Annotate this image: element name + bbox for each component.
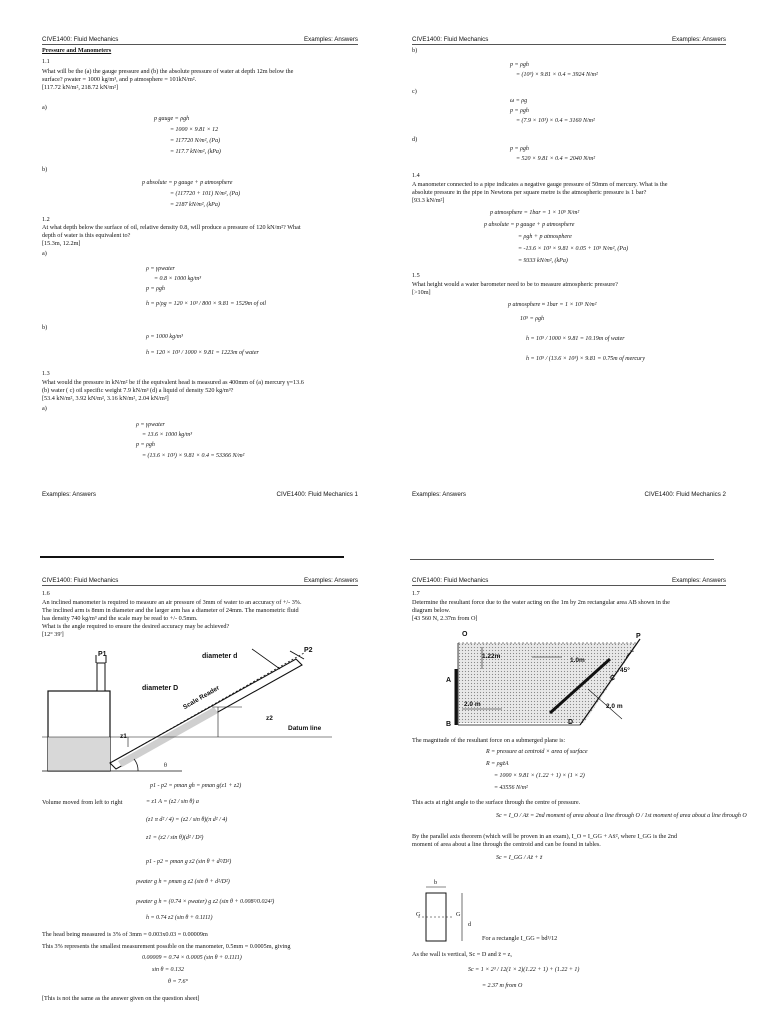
- header-right: Examples: Answers: [672, 577, 726, 584]
- fig-label-theta: θ: [164, 763, 167, 769]
- fig-label-P: P: [636, 633, 641, 640]
- footer-left: Examples: Answers: [42, 491, 96, 498]
- part-label: a): [42, 104, 47, 111]
- question-answer: [>10m]: [412, 289, 431, 296]
- question-text: Determine the resultant force due to the water acting on the 1m by 2m rectangular area AB shown in the: [412, 599, 670, 606]
- equation: h = 120 × 10³ / 1000 × 9.81 = 1223m of water: [146, 350, 259, 356]
- page-separator: [410, 559, 714, 560]
- fig-label-depth: 1.22m: [482, 653, 501, 660]
- part-label: b): [42, 324, 48, 331]
- equation: h = 10⁵ / (13.6 × 10³) × 9.81 = 0.75m of mercury: [526, 356, 646, 362]
- equation: p gauge = ρgh: [154, 116, 190, 122]
- equation: = 13.6 × 1000 kg/m³: [142, 432, 193, 438]
- equation: = 9333 kN/m², (kPa): [518, 258, 568, 264]
- question-text: diagram below.: [412, 607, 451, 614]
- question-number: 1.4: [412, 172, 420, 179]
- fig-label-p1: P1: [98, 651, 107, 658]
- fig-label-45: 45°: [620, 667, 630, 674]
- part-label: b): [412, 47, 418, 54]
- equation: p absolute = p gauge + p atmosphere: [484, 222, 575, 228]
- equation: Sc = 1 × 2³ / 12(1 × 2)(1.22 + 1) + (1.22 + 1): [468, 967, 580, 973]
- equation: p = ρgh: [510, 146, 529, 152]
- equation: h = 10⁵ / 1000 × 9.81 = 10.19m of water: [526, 336, 625, 342]
- body-text: As the wall is vertical, Sc = D and z̄ = z,: [412, 951, 512, 958]
- equation: 10⁵ = ρgh: [520, 316, 545, 322]
- page-separator: [40, 556, 344, 558]
- equation: = 1000 × 9.81 × 12: [170, 127, 219, 133]
- equation: θ = 7.6°: [168, 979, 188, 985]
- part-label: d): [412, 136, 418, 143]
- equation: = 43556 N/m²: [494, 785, 528, 791]
- footer-right: CIVE1400: Fluid Mechanics 1: [276, 491, 358, 498]
- body-text: This 3% represents the smallest measurement possible on the manometer, 0.5mm = 0.0005m, giving: [42, 943, 291, 950]
- fig-label-diameter-d: diameter d: [202, 653, 238, 660]
- fig-label-D: D: [568, 719, 574, 726]
- fig-label-B: B: [446, 721, 452, 728]
- question-number: 1.1: [42, 58, 50, 65]
- question-answer: [117.72 kN/m², 218.72 kN/m²]: [42, 84, 119, 91]
- header-left: CIVE1400: Fluid Mechanics: [412, 36, 489, 43]
- header-right: Examples: Answers: [304, 577, 358, 584]
- question-text: At what depth below the surface of oil, relative density 0.8, will produce a pressure of 120 kN/m²? What: [42, 224, 301, 231]
- equation: sin θ = 0.132: [152, 967, 184, 973]
- equation: p = ρgh: [510, 62, 529, 68]
- question-number: 1.6: [42, 590, 50, 597]
- equation: = (13.6 × 10³) × 9.81 × 0.4 = 53366 N/m²: [142, 453, 245, 459]
- header-right: Examples: Answers: [672, 36, 726, 43]
- equation: p = ρgh: [146, 286, 165, 292]
- equation: = -13.6 × 10³ × 9.81 × 0.05 + 10⁵ N/m², (Pa): [518, 246, 629, 252]
- page-footer: [42, 491, 358, 498]
- question-text: What is the angle required to ensure the desired accuracy may be achieved?: [42, 623, 230, 630]
- page-header: [42, 577, 358, 586]
- body-text: [This is not the same as the answer given on the question sheet]: [42, 995, 200, 1002]
- question-text: has density 740 kg/m³ and the scale may be read to +/- 0.5mm.: [42, 615, 198, 622]
- question-answer: [93.3 kN/m²]: [412, 197, 445, 204]
- page-2: [412, 36, 726, 498]
- fig-label-C: C: [610, 675, 616, 682]
- fig-label-diameter-D: diameter D: [142, 685, 179, 692]
- equation: = z1 A = (z2 / sin θ) a: [146, 799, 199, 805]
- equation: = 520 × 9.81 × 0.4 = 2040 N/m²: [516, 156, 595, 162]
- equation: ρ = γρwater: [146, 266, 175, 272]
- fig2-label-G: G: [456, 911, 461, 918]
- fig-label-2m-cd: 2.0 m: [606, 703, 623, 710]
- question-answer: [43 560 N, 2.37m from O]: [412, 615, 478, 622]
- fig2-label-b: b: [434, 879, 438, 886]
- body-text: The magnitude of the resultant force on a submerged plane is:: [412, 737, 566, 744]
- question-number: 1.2: [42, 216, 50, 223]
- part-label: a): [42, 405, 47, 412]
- fig2-label-G: G: [416, 911, 421, 918]
- equation: p atmosphere = 1bar = 1 × 10⁵ N/m²: [490, 210, 580, 216]
- equation: = ρgh + p atmosphere: [518, 234, 572, 240]
- page-header: [412, 577, 726, 586]
- equation: p atmosphere ≈ 1bar = 1 × 10⁵ N/m²: [508, 302, 597, 308]
- equation: (z1 π d² / 4) = (z2 / sin θ)(π d² / 4): [146, 817, 228, 823]
- fig-label-z1: z1: [120, 733, 127, 740]
- equation: R = ρgz̄A: [486, 761, 509, 767]
- equation: = 1000 × 9.81 × (1.22 + 1) × (1 × 2): [494, 773, 585, 779]
- question-answer: [15.3m, 12.2m]: [42, 240, 81, 247]
- question-answer: [12° 39']: [42, 631, 64, 638]
- fig-label-datum-line: Datum line: [288, 725, 322, 732]
- equation: h = p/ρg = 120 × 10³ / 800 × 9.81 = 1529m of oil: [146, 301, 267, 307]
- question-text: What will be the (a) the gauge pressure and (b) the absolute pressure of water at depth 12m below the: [42, 68, 294, 75]
- part-label: c): [412, 88, 417, 95]
- fig-label-scale-reader: Scale Reader: [182, 684, 221, 712]
- header-right: Examples: Answers: [304, 36, 358, 43]
- equation: = 2.37 m from O: [482, 983, 523, 989]
- question-number: 1.7: [412, 590, 420, 597]
- fig2-caption: For a rectangle I_GG = bd³/12: [482, 935, 558, 942]
- equation: ω = ρg: [510, 98, 528, 104]
- header-left: CIVE1400: Fluid Mechanics: [42, 36, 119, 43]
- inclined-manometer-diagram: [42, 643, 358, 775]
- equation: Sc = I_GG / Az̄ + z̄: [496, 855, 543, 861]
- equation: p absolute = p gauge + p atmosphere: [142, 180, 233, 186]
- page-4: [412, 577, 747, 1024]
- question-text: The inclined arm is 8mm in diameter and the larger arm has a diameter of 24mm. The manometric fluid: [42, 607, 299, 614]
- body-text: Volume moved from left to right: [42, 799, 123, 806]
- fig-label-z2: z2: [266, 715, 273, 722]
- page-header: [42, 36, 358, 45]
- body-text: This acts at right angle to the surface through the centre of pressure.: [412, 799, 581, 806]
- page-footer: [412, 491, 726, 498]
- fig-label-1m: 1.0m: [570, 657, 585, 664]
- question-text: An inclined manometer is required to measure an air pressure of 3mm of water to an accuracy of +/- 3%.: [42, 599, 302, 606]
- equation: Sc = I_O / Az̄ = 2nd moment of area about a line through O / 1st moment of area about a line through O: [496, 813, 747, 819]
- equation: ρ = γρwater: [136, 422, 165, 428]
- equation: = 2187 kN/m², (kPa): [170, 202, 220, 208]
- equation: p1 - p2 = ρman gh = ρman g(z1 + z2): [150, 783, 242, 789]
- question-answer: [53.4 kN/m², 3.92 kN/m², 3.16 kN/m², 2.04 kN/m²]: [42, 395, 169, 402]
- header-left: CIVE1400: Fluid Mechanics: [412, 577, 489, 584]
- question-text: absolute pressure in the pipe in Newtons per square metre is the atmospheric pressure is 1 bar?: [412, 189, 647, 196]
- fig2-label-d: d: [468, 921, 472, 928]
- equation: 0.00009 = 0.74 × 0.0005 (sin θ + 0.1111): [142, 955, 242, 961]
- question-number: 1.5: [412, 272, 420, 279]
- part-label: b): [42, 166, 48, 173]
- footer-right: CIVE1400: Fluid Mechanics 2: [644, 491, 726, 498]
- page-3: [42, 577, 358, 1024]
- question-text: surface? ρwater = 1000 kg/m³, and p atmosphere = 101kN/m².: [42, 76, 197, 83]
- question-text: depth of water is this equivalent to?: [42, 232, 131, 239]
- section-title: Pressure and Manometers: [42, 47, 112, 54]
- equation: R = pressure at centroid × area of surface: [486, 749, 588, 755]
- equation: = 0.8 × 1000 kg/m³: [154, 276, 202, 282]
- fig-label-A: A: [446, 677, 452, 684]
- page-1: [42, 36, 358, 498]
- equation: = (7.9 × 10³) × 0.4 = 3160 N/m²: [516, 118, 595, 124]
- footer-left: Examples: Answers: [412, 491, 466, 498]
- equation: ρwater g h = (0.74 × ρwater) g z2 (sin θ + 0.008²/0.024²): [136, 899, 275, 905]
- question-text: (b) water ( c) oil specific weight 7.9 kN/m³ (d) a liquid of density 520 kg/m³?: [42, 387, 234, 394]
- equation: p = ρgh: [136, 442, 155, 448]
- question-text: What would the pressure in kN/m² be if the equivalent head is measured as 400mm of (a) mercury γ=13.6: [42, 379, 304, 386]
- question-text: What height would a water barometer need to be to measure atmospheric pressure?: [412, 281, 618, 288]
- body-text: By the parallel axis theorem (which will be proven in an exam), I_O = I_GG + Ax̄², where I_GG is the 2nd: [412, 833, 678, 840]
- fig-label-2m-ab: 2.0 m: [464, 701, 481, 708]
- fig-label-O: O: [462, 631, 468, 638]
- equation: h = 0.74 z2 (sin θ + 0.1111): [146, 915, 213, 921]
- header-left: CIVE1400: Fluid Mechanics: [42, 577, 119, 584]
- equation: p = ρgh: [510, 108, 529, 114]
- equation: = (117720 + 101) N/m², (Pa): [170, 191, 241, 197]
- equation: z1 = (z2 / sin θ)(d² / D²): [146, 835, 204, 841]
- equation: ρwater g h = ρman g z2 (sin θ + d²/D²): [136, 879, 230, 885]
- page-header: [412, 36, 726, 45]
- equation: ρ = 1000 kg/m³: [146, 334, 183, 340]
- fig-label-p2: P2: [304, 647, 313, 654]
- question-number: 1.3: [42, 370, 50, 377]
- body-text: moment of area about a line through the centroid and can be found in tables.: [412, 841, 601, 848]
- equation: p1 - p2 = ρman g z2 (sin θ + d²/D²): [146, 859, 232, 865]
- question-text: A manometer connected to a pipe indicates a negative gauge pressure of 50mm of mercury. What is the: [412, 181, 668, 188]
- equation: = 117.7 kN/m², (kPa): [170, 149, 221, 155]
- part-label: a): [42, 250, 47, 257]
- equation: = (10³) × 9.81 × 0.4 = 3924 N/m²: [516, 72, 598, 78]
- body-text: The head being measured is 3% of 3mm = 0.003x0.03 = 0.00009m: [42, 931, 208, 938]
- equation: = 117720 N/m², (Pa): [170, 138, 221, 144]
